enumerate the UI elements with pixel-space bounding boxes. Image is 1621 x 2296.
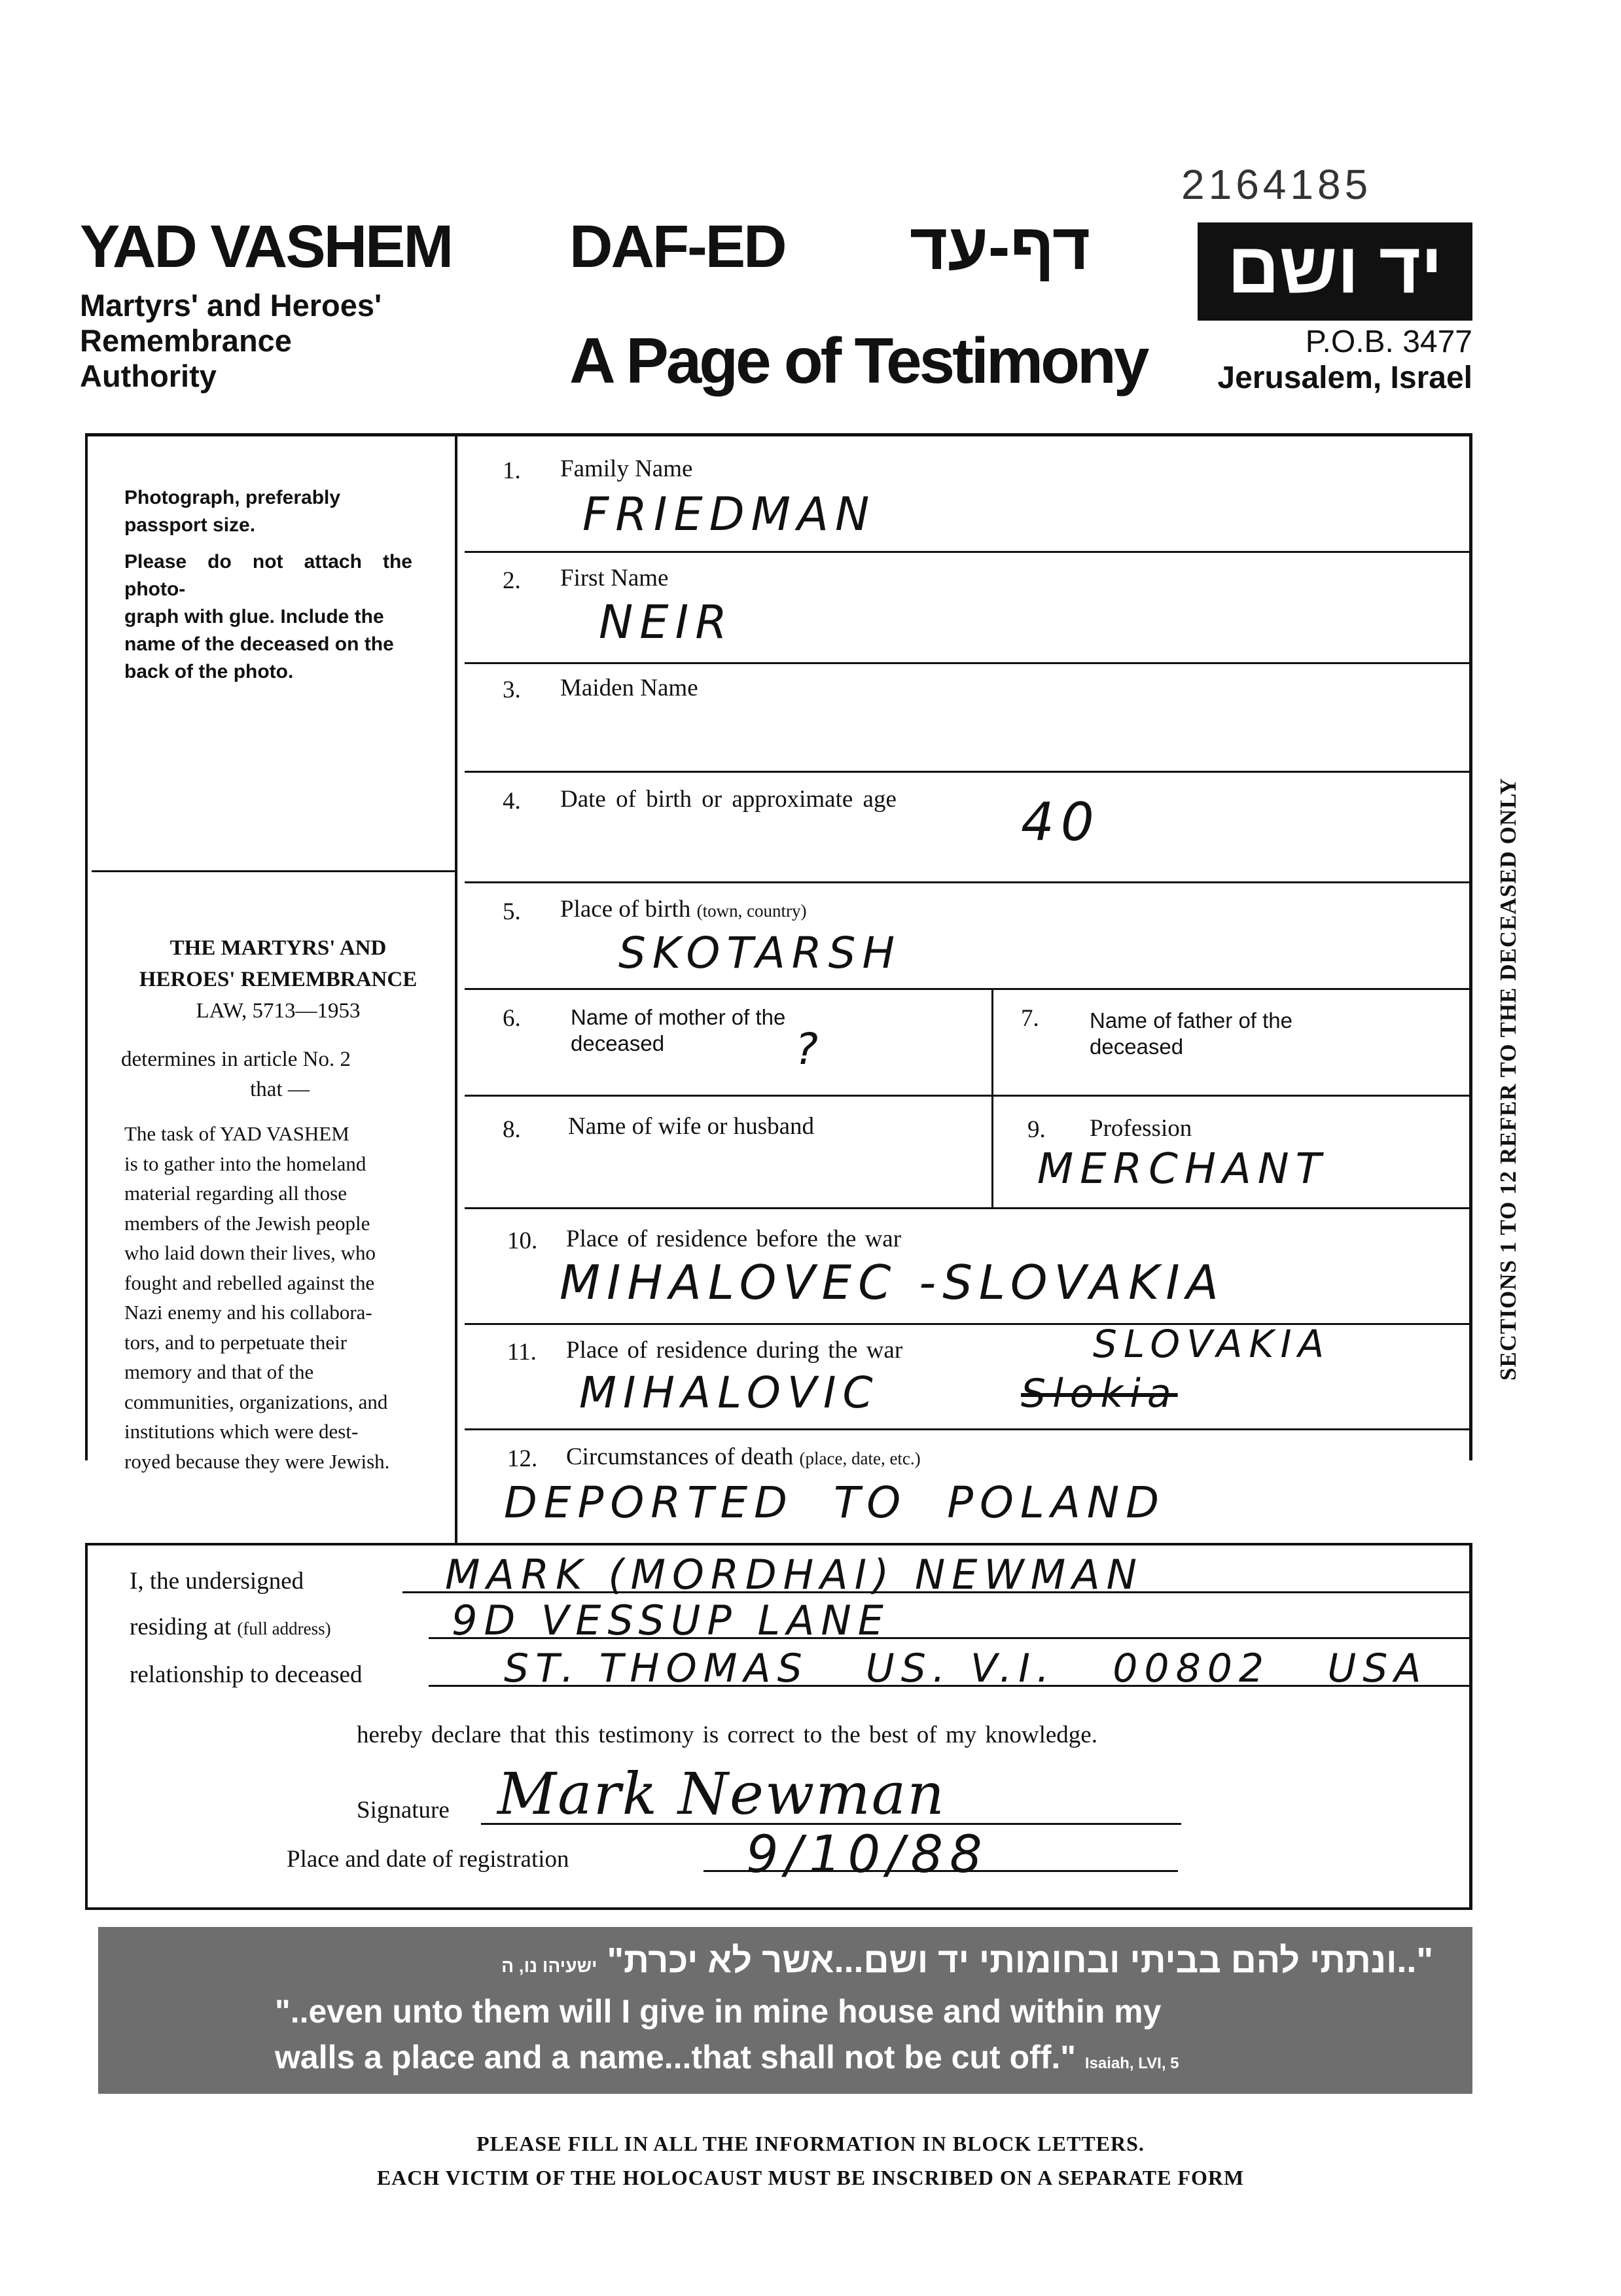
declarant-top xyxy=(85,1543,1472,1545)
field-11-label: Place of residence during the war xyxy=(566,1337,903,1364)
field-3-label: Maiden Name xyxy=(560,675,698,701)
row-sep xyxy=(465,662,1472,664)
law-line: fought and rebelled against the xyxy=(124,1271,375,1294)
field-2-value[interactable]: NEIR xyxy=(599,595,734,649)
row-sep xyxy=(465,551,1472,553)
declarant-left xyxy=(85,1543,88,1909)
law-line: is to gather into the homeland xyxy=(124,1152,366,1175)
frame-right xyxy=(1469,433,1472,1460)
photo-instructions: Photograph, preferably passport size. Please do not attach the photo- graph with glue. Include the name of the deceased on the back of the photo. xyxy=(124,487,412,682)
law-line: The task of YAD VASHEM xyxy=(124,1122,349,1145)
law-line: material regarding all those xyxy=(124,1182,347,1205)
field-7-label: Name of father of the deceased xyxy=(1090,1008,1293,1059)
law-body xyxy=(124,1119,442,1476)
field-4-value[interactable]: 40 xyxy=(1021,792,1101,853)
place-date-label: Place and date of registration xyxy=(287,1846,569,1873)
declare-text: hereby declare that this testimony is correct to the best of my knowledge. xyxy=(357,1722,1097,1748)
field-2-num: 2. xyxy=(503,567,521,594)
quote-line-2: walls a place and a name...that shall not be cut off." Isaiah, LVI, 5 xyxy=(275,2039,1179,2075)
field-1-value[interactable]: FRIEDMAN xyxy=(582,487,876,541)
field-12-label: Circumstances of death (place, date, etc.) xyxy=(566,1443,921,1470)
field-4-num: 4. xyxy=(503,788,521,815)
photo-law-divider xyxy=(92,870,455,872)
row-sep xyxy=(465,988,1472,990)
field-4-label: Date of birth or approximate age xyxy=(560,786,897,813)
field-11-value-upper[interactable]: SLOVAKIA xyxy=(1093,1322,1331,1366)
row-sep xyxy=(465,881,1472,883)
field-6-value[interactable]: ? xyxy=(795,1024,825,1074)
field-2-label: First Name xyxy=(560,565,669,592)
frame-left xyxy=(85,433,88,1460)
law-title: THE MARTYRS' AND HEROES' REMEMBRANCE LAW, 5713—1953 xyxy=(139,936,418,1023)
declarant-bottom xyxy=(85,1907,1472,1910)
declarant-right xyxy=(1469,1543,1472,1909)
field-12-num: 12. xyxy=(507,1445,538,1472)
frame-top xyxy=(85,433,1472,436)
undersigned-label: I, the undersigned xyxy=(130,1568,304,1595)
org-subtitle: Martyrs' and Heroes' Remembrance Authority xyxy=(80,288,382,393)
relationship-value[interactable]: ST. THOMAS US. V.I. 00802 USA xyxy=(504,1646,1428,1691)
relationship-label: relationship to deceased xyxy=(130,1661,363,1688)
law-line: members of the Jewish people xyxy=(124,1211,370,1235)
field-10-value[interactable]: MIHALOVEC -SLOVAKIA xyxy=(560,1255,1225,1310)
row-sep xyxy=(465,1207,1472,1209)
quote-hebrew: "..ונתתי להם בביתי ובחומותי יד ושם...אשר לא יכרת" ישעיהו נו, ה xyxy=(501,1941,1433,1980)
field-8-num: 8. xyxy=(503,1116,521,1143)
field-9-num: 9. xyxy=(1027,1116,1046,1143)
field-5-value[interactable]: SKOTARSH xyxy=(618,928,902,978)
frame-divider xyxy=(455,436,457,1545)
yad-vashem-logo xyxy=(1198,222,1472,321)
field-6-num: 6. xyxy=(503,1005,521,1032)
residing-label: residing at (full address) xyxy=(130,1614,331,1640)
side-note: SECTIONS 1 TO 12 REFER TO THE DECEASED ONLY xyxy=(1495,777,1521,1381)
quote-banner xyxy=(98,1927,1472,2094)
field-9-value[interactable]: MERCHANT xyxy=(1037,1145,1328,1193)
field-1-label: Family Name xyxy=(560,455,693,482)
law-line: Nazi enemy and his collabora- xyxy=(124,1301,372,1324)
law-line: tors, and to perpetuate their xyxy=(124,1330,347,1354)
law-line: royed because they were Jewish. xyxy=(124,1449,390,1473)
field-5-num: 5. xyxy=(503,898,521,925)
field-11-num: 11. xyxy=(507,1339,537,1366)
org-name: YAD VASHEM xyxy=(80,213,452,280)
law-line: memory and that of the xyxy=(124,1360,314,1383)
row-sep xyxy=(465,1095,1472,1097)
city: Jerusalem, Israel xyxy=(1217,361,1472,395)
row-sep xyxy=(465,771,1472,773)
field-5-label: Place of birth (town, country) xyxy=(560,896,807,923)
quote-line-1: "..even unto them will I give in mine house and within my xyxy=(275,1993,1162,2030)
row-sep xyxy=(465,1428,1472,1430)
place-date-value[interactable]: 9/10/88 xyxy=(746,1826,989,1884)
law-line: communities, organizations, and xyxy=(124,1390,388,1413)
law-line: who laid down their lives, who xyxy=(124,1241,376,1264)
field-1-num: 1. xyxy=(503,457,521,484)
signature[interactable]: Mark Newman xyxy=(497,1760,946,1828)
field-7-num: 7. xyxy=(1021,1005,1039,1032)
logo-hebrew: יד ושם xyxy=(1227,228,1443,308)
field-12-value[interactable]: DEPORTED TO POLAND xyxy=(504,1477,1166,1528)
pob: P.O.B. 3477 xyxy=(1305,325,1472,359)
field-8-label: Name of wife or husband xyxy=(568,1113,815,1140)
field-10-num: 10. xyxy=(507,1227,538,1254)
undersigned-value[interactable]: MARK (MORDHAI) NEWMAN xyxy=(445,1551,1144,1598)
field-6-label: Name of mother of the deceased xyxy=(571,1005,786,1055)
field-3-num: 3. xyxy=(503,677,521,703)
page-title: A Page of Testimony xyxy=(569,325,1147,397)
field-9-label: Profession xyxy=(1090,1115,1192,1142)
law-determines: determines in article No. 2 that — xyxy=(121,1048,351,1101)
footer-line-2: EACH VICTIM OF THE HOLOCAUST MUST BE INSCRIBED ON A SEPARATE FORM xyxy=(376,2166,1245,2189)
field-11-value[interactable]: MIHALOVIC xyxy=(579,1368,880,1418)
field-11-value-struck: Slokia xyxy=(1021,1371,1178,1417)
residing-value[interactable]: 9D VESSUP LANE xyxy=(452,1597,890,1644)
law-line: institutions which were dest- xyxy=(124,1420,359,1443)
daf-ed-title: DAF-ED xyxy=(569,213,785,280)
daf-ed-hebrew: דף-עד xyxy=(910,210,1091,283)
signature-label: Signature xyxy=(357,1797,450,1824)
serial-number: 2164185 xyxy=(1181,161,1372,208)
field-10-label: Place of residence before the war xyxy=(566,1226,902,1252)
col-sep xyxy=(991,990,993,1207)
footer-line-1: PLEASE FILL IN ALL THE INFORMATION IN BLOCK LETTERS. xyxy=(476,2132,1145,2155)
